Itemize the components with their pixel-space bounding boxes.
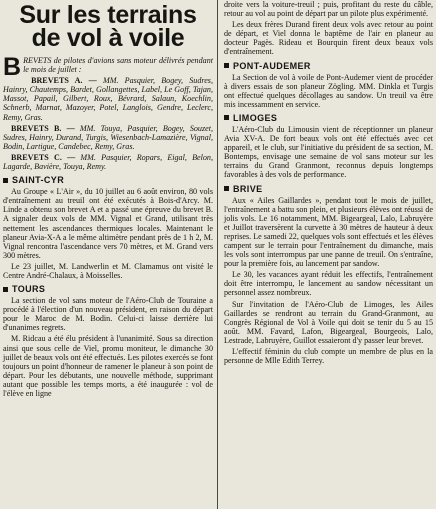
dropcap-letter: B — [3, 53, 22, 81]
article-paragraph: L'Aéro-Club du Limousin vient de réceptionner un planeur Avia XV-A. De fort beaux vols ont été effectués avec cet appareil, et le club, sur l'initiative du président de sa section, M. Bontemps, envisage une semaine de vol sans moteur sur les terrains du Grand Granmont, reconnus depuis longtemps favorables à des vols de performance. — [224, 124, 433, 180]
article-paragraph: Sur l'invitation de l'Aéro-Club de Limoges, les Ailes Gaillardes se rendront au terrain du Grand-Granmont, au Congrès Régional de Vol à Voile qui doit se tenir du 5 au 15 août. MM. Favard, Lafon, Bigeargeal, Bourgeois, Lalo, Lestrade, Labruyère, Guillot essaieront d'y passer leur brevet. — [224, 299, 433, 345]
article-paragraph: Le 23 juillet, M. Landwerlin et M. Clamamus ont visité le Centre André-Chalaux, à Moisselles. — [3, 261, 213, 280]
article-paragraph: La Section de vol à voile de Pont-Audemer vient de procéder à divers essais de son planeur Zögling. MM. Dinkla et Turgis ont effectué quelques décollages au sandow. Un treuil va être mis incessamment en service. — [224, 72, 433, 109]
brevet-a-names: MM. Pasquier, Bogey, Sudres, Hainry, Chautemps, Bardet, Gollangettes, Label, Le Goff, Tajan, Massot, Papail, Gilbert, Roux, Bévrard, Salaun, Koechlin, Schnerb, Marnat, Mazoyer, Potel, Langlois, Gendre, Leclerc, Remy, Gras. — [3, 76, 213, 122]
brevet-b-names: MM. Touya, Pasquier, Bogey, Souzet, Sudres, Hainry, Durand, Turgis, Wiesenbach-Lamazière, Vignal, Bodin, Lartigue, Candebec, Remy, Gras. — [3, 123, 213, 151]
section-title: BRIVE — [233, 183, 263, 194]
article-paragraph: Au Groupe « L'Air », du 10 juillet au 6 août environ, 80 vols d'entraînement au treuil ont été exécutés à Bois-d'Arcy. M. Linde a obtenu son brevet A et a passé une épreuve du brevet B. A signaler deux vols de MM. Vignal et Grand, utilisant très nettement les ascendances thermiques locales. Maintenant le planeur Avia-X-A a le même altimètre pendant près de 1 h 2, M. Vignal rencontra l'ascendance vers 70 mètres, et M. Grand vers 300 mètres. — [3, 187, 213, 260]
continued-paragraph: droite vers la voiture-treuil ; puis, profitant du reste du câble, retour au vol au point de départ par un pilote plus expérimenté. — [224, 0, 433, 19]
section-title: LIMOGES — [233, 112, 278, 123]
brevet-c-label: BREVETS C. — — [11, 152, 76, 162]
article-paragraph: La section de vol sans moteur de l'Aéro-Club de Touraine a procédé à l'élection d'un nouveau président, en raison du départ pour le Maroc de M. Bodin. Celui-ci laisse derrière lui d'unanimes regrets. — [3, 296, 213, 333]
headline — [3, 1, 213, 52]
square-bullet-icon — [3, 287, 8, 292]
article-paragraph: L'effectif féminin du club compte un membre de plus en la personne de Mlle Edith Terrey. — [224, 347, 433, 366]
article-paragraph: Le 30, les vacances ayant réduit les effectifs, l'entraînement doit être interrompu, le lancement au sandow nécessitant un personnel assez nombreux. — [224, 270, 433, 298]
section-header-saint-cyr — [3, 175, 213, 185]
section-header-limoges — [224, 113, 433, 123]
section-title: TOURS — [12, 284, 46, 295]
article-paragraph: Les deux frères Durand firent deux vols avec retour au point de départ, et Viel donna le baptême de l'air en planeur au docteur Pagès. Rideau et Bourquin firent deux beaux vols d'entraînement. — [224, 20, 433, 57]
brevet-b — [3, 124, 213, 151]
left-column — [3, 0, 213, 400]
brevet-a — [3, 76, 213, 121]
article-paragraph: Aux « Ailes Gaillardes », pendant tout le mois de juillet, l'entraînement a battu son plein, et plusieurs élèves ont réussi de jolis vols. Le 16 notamment, MM. Bigeargeal, Lalo, Labruyère et Juillot traversèrent la curvette à 30 mètres de hauteur à deux reprises. Le samedi 22, quelques vols sont effectués et les élèves campent sur le terrain pour l'entraînement du dimanche, mais les vols sont interrompus par une panne de treuil. On s'entraîne, pour la première fois, au lancement par sandow. — [224, 195, 433, 269]
brevet-c-names: MM. Pasquier, Ropars, Eigal, Belon, Lagarde, Bavière, Touya, Remy. — [3, 152, 213, 172]
square-bullet-icon — [3, 178, 8, 183]
square-bullet-icon — [224, 115, 229, 120]
headline-line-1: Sur les terrains — [19, 1, 197, 29]
article-paragraph: M. Ridcau a été élu président à l'unanimité. Sous sa direction ainsi que sous celle de Viel, promu moniteur, le dimanche 30 juillet de beaux vols ont été effectués. Les pilotes exercés se font toujours un point d'honneur de ramener le planeur à son point de départ. Pour les débutants, une nouvelle méthode, supprimant autant que possible les temps morts, a été inaugurée : vol de l'élève en ligne — [3, 334, 213, 398]
brevet-b-label: BREVETS B. — — [11, 123, 75, 133]
intro-text: REVETS de pilotes d'avions sans moteur délivrés pendant le mois de juillet : — [23, 56, 213, 75]
headline-line-2: de vol à voile — [31, 24, 185, 52]
square-bullet-icon — [224, 63, 229, 68]
section-title: PONT-AUDEMER — [233, 60, 311, 71]
brevet-a-label: BREVETS A. — — [31, 76, 97, 86]
column-divider — [217, 0, 218, 509]
section-header-pont-audemer — [224, 61, 433, 71]
section-header-tours — [3, 284, 213, 294]
section-header-brive — [224, 184, 433, 194]
section-title: SAINT-CYR — [12, 175, 65, 186]
right-column — [224, 0, 433, 367]
square-bullet-icon — [224, 186, 229, 191]
brevet-c — [3, 153, 213, 171]
